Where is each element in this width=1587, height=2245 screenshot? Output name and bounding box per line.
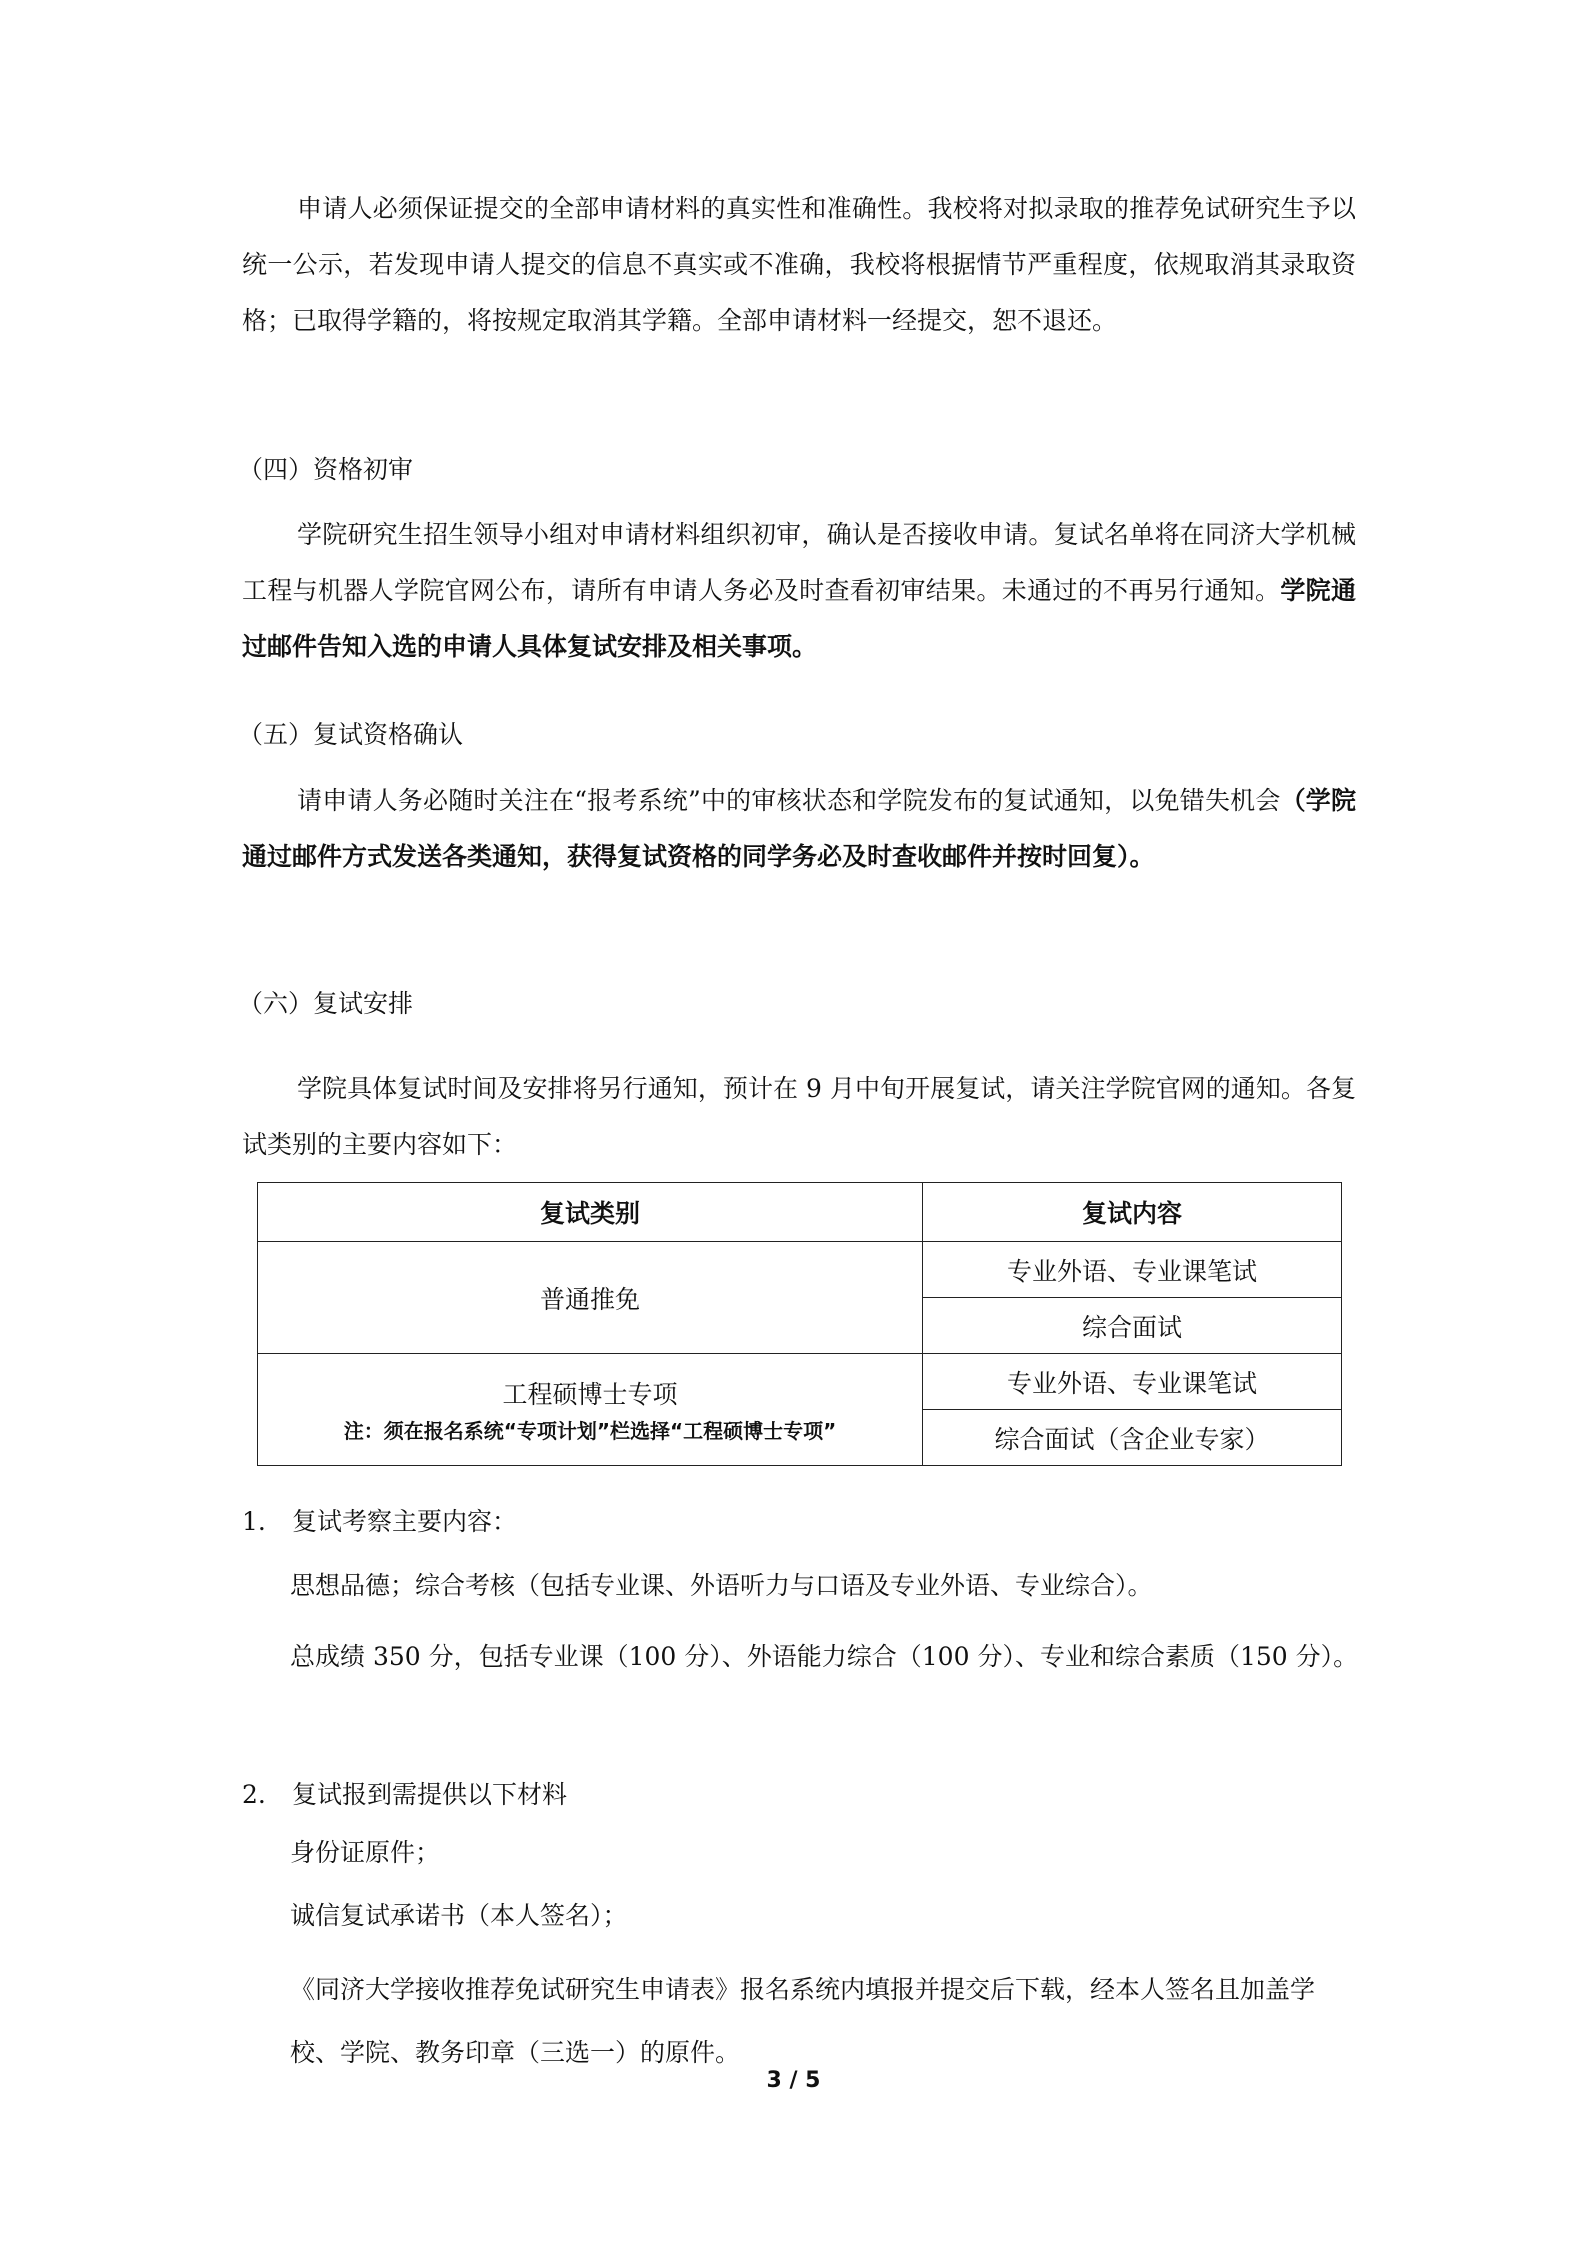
row2-content-2: 综合面试（含企业专家） xyxy=(923,1410,1342,1466)
section-4-text: 学院研究生招生领导小组对申请材料组织初审，确认是否接收申请。复试名单将在同济大学机械工程与机器人学院官网公布，请所有申请人务必及时查看初审结果。未通过的不再另行通知。 xyxy=(242,520,1356,605)
item-1-line-2: 总成绩 350 分，包括专业课（100 分）、外语能力综合（100 分）、专业和综合素质（150 分）。 xyxy=(290,1642,1359,1671)
paragraph-application-materials: 申请人必须保证提交的全部申请材料的真实性和准确性。我校将对拟录取的推荐免试研究生予以统一公示，若发现申请人提交的信息不真实或不准确，我校将根据情节严重程度，依规取消其录取资格；已取得学籍的，将按规定取消其学籍。全部申请材料一经提交，恕不退还。 xyxy=(242,194,1356,335)
item-2-line-2: 诚信复试承诺书（本人签名）； xyxy=(290,1901,628,1930)
row2-note: 注：须在报名系统“专项计划”栏选择“工程硕博士专项” xyxy=(343,1419,837,1443)
row1-category: 普通推免 xyxy=(258,1242,923,1354)
item-1-number: 1. xyxy=(242,1507,266,1536)
page-number: 3 / 5 xyxy=(766,2068,821,2093)
header-content: 复试内容 xyxy=(923,1183,1342,1242)
item-2-title: 复试报到需提供以下材料 xyxy=(292,1780,568,1809)
row2-category: 工程硕博士专项 xyxy=(502,1380,678,1409)
section-6-heading: （六）复试安排 xyxy=(238,989,414,1018)
item-2-line-1: 身份证原件； xyxy=(290,1838,441,1867)
section-4-bold-text: 学院通过邮件告知入选的申请人具体复试安排及相关事项。 xyxy=(242,576,1356,661)
section-5-text: 请申请人务必随时关注在“报考系统”中的审核状态和学院发布的复试通知，以免错失机会 xyxy=(297,786,1281,815)
table-header-row xyxy=(258,1183,1342,1242)
row2-category-cell xyxy=(258,1354,923,1466)
section-4-paragraph xyxy=(242,507,1356,675)
table-row xyxy=(258,1354,1342,1410)
section-5-bold-text: （学院通过邮件方式发送各类通知，获得复试资格的同学务必及时查收邮件并按时回复）。 xyxy=(242,786,1356,871)
item-2-number: 2. xyxy=(242,1780,266,1809)
item-2-line-3: 《同济大学接收推荐免试研究生申请表》报名系统内填报并提交后下载，经本人签名且加盖学校、学院、教务印章（三选一）的原件。 xyxy=(290,1975,1316,2067)
section-5-heading: （五）复试资格确认 xyxy=(238,720,464,749)
section-6-paragraph: 学院具体复试时间及安排将另行通知，预计在 9 月中旬开展复试，请关注学院官网的通知。各复试类别的主要内容如下： xyxy=(242,1074,1356,1159)
row2-content-1: 专业外语、专业课笔试 xyxy=(923,1354,1342,1410)
item-1-line-1: 思想品德；综合考核（包括专业课、外语听力与口语及专业外语、专业综合）。 xyxy=(290,1571,1153,1600)
section-5-paragraph xyxy=(242,773,1356,885)
item-1-title: 复试考察主要内容： xyxy=(292,1507,518,1536)
header-category: 复试类别 xyxy=(258,1183,923,1242)
table-row xyxy=(258,1242,1342,1298)
row1-content-1: 专业外语、专业课笔试 xyxy=(923,1242,1342,1298)
retest-table xyxy=(257,1182,1342,1466)
section-4-heading: （四）资格初审 xyxy=(238,455,414,484)
row1-content-2: 综合面试 xyxy=(923,1298,1342,1354)
